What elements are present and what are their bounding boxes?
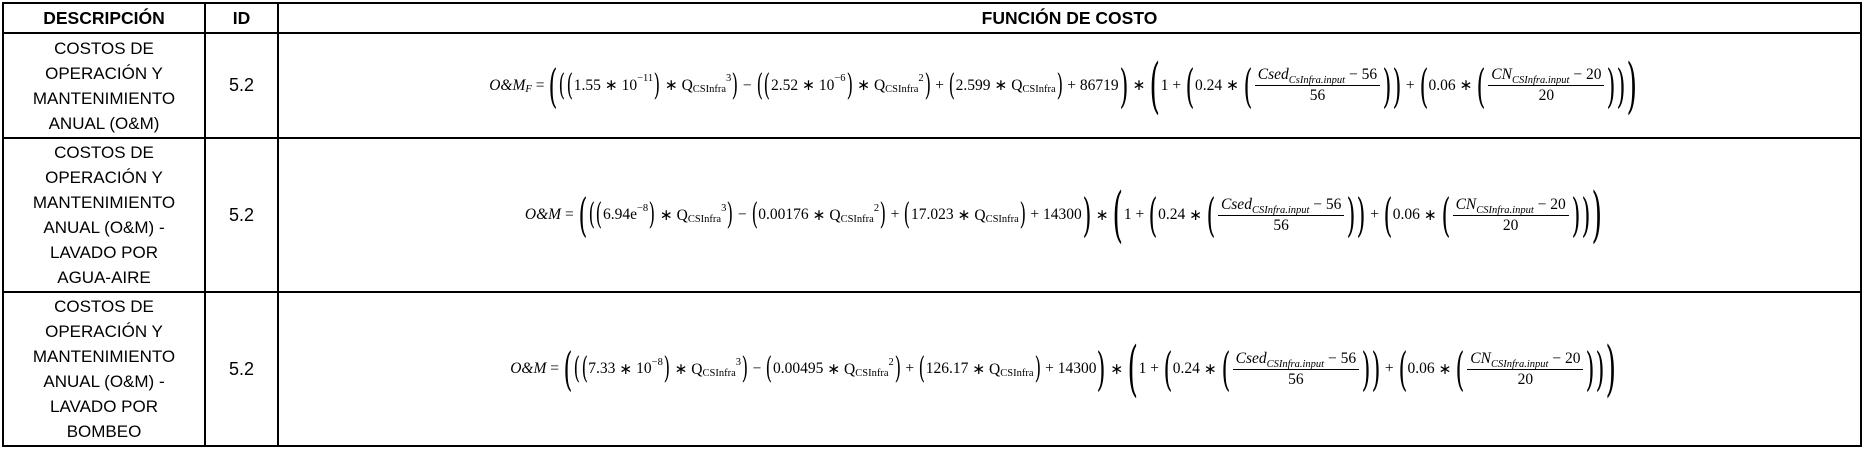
header-id: ID (205, 3, 278, 33)
formula-cell (278, 292, 1861, 446)
description-line: ANUAL (O&M) (48, 113, 160, 133)
table-row (3, 33, 1861, 138)
cost-function-table (2, 2, 1862, 447)
id-cell: 5.2 (205, 292, 278, 446)
formula-cell (278, 33, 1861, 138)
description-line: OPERACIÓN Y (45, 168, 163, 187)
header-row (3, 3, 1861, 33)
header-function: FUNCIÓN DE COSTO (278, 3, 1861, 33)
description-line: BOMBEO (66, 422, 142, 441)
description-line: AGUA-AIRE (57, 268, 151, 287)
id-cell: 5.2 (205, 33, 278, 138)
cost-formula: O&M F = ( ( ( 1.55 ∗ 10 −11 ) ∗ Q CSInfra 3 ) − ( ( 2.52 ∗ 10 −6 ) ∗ Q CSInfra 2 ) + ( 2.599 ∗ Q CSInfra ) + 86719 ) ∗ ( 1 + ( 0.24 ∗ ( $\frac{Csed_{CsInfra.input} - 56}{56}$ ) ) + ( 0.06 ∗ ( $\frac{CN_{CSInfra.input} - 20}{20}$ ) ) ) (489, 50, 1638, 121)
description-line: ANUAL (O&M) - (43, 372, 165, 391)
table-row (3, 292, 1861, 446)
description-cell (3, 292, 205, 446)
formula-cell (278, 138, 1861, 292)
cost-formula: O&M = ( ( ( 7.33 ∗ 10 −8 ) ∗ Q CSInfra 3 ) − ( 0.00495 ∗ Q CSInfra 2 ) + ( 126.17 ∗ Q CSInfra ) + 14300 ) ∗ ( 1 + ( 0.24 ∗ ( $\frac{Csed_{CSInfra.input} - 56}{56}$ ) ) + ( 0.06 ∗ ( $\frac{CN_{CSInfra.input} - 20}{20}$ ) ) ) (510, 334, 1617, 404)
description-cell (3, 138, 205, 292)
description-cell (3, 33, 205, 138)
description-line: COSTOS DE (54, 297, 154, 316)
description-line: MANTENIMIENTO (32, 347, 176, 366)
id-cell: 5.2 (205, 138, 278, 292)
description-line: MANTENIMIENTO (32, 88, 176, 108)
cost-formula: O&M = ( ( ( 6.94e −8 ) ∗ Q CSInfra 3 ) − ( 0.00176 ∗ Q CSInfra 2 ) + ( 17.023 ∗ Q CSInfra ) + 14300 ) ∗ ( 1 + ( 0.24 ∗ ( $\frac{Csed_{CSInfra.input} - 56}{56}$ ) ) + ( 0.06 ∗ ( $\frac{CN_{CSInfra.input} - 20}{20}$ ) ) ) (524, 180, 1602, 250)
description-line: COSTOS DE (54, 38, 154, 58)
description-line: OPERACIÓN Y (45, 322, 163, 341)
description-line: COSTOS DE (54, 143, 154, 162)
description-line: ANUAL (O&M) - (43, 218, 165, 237)
description-line: MANTENIMIENTO (32, 193, 176, 212)
description-line: OPERACIÓN Y (45, 63, 163, 83)
description-line: LAVADO POR (49, 397, 158, 416)
header-description: DESCRIPCIÓN (3, 3, 205, 33)
description-line: LAVADO POR (49, 243, 158, 262)
table-row (3, 138, 1861, 292)
